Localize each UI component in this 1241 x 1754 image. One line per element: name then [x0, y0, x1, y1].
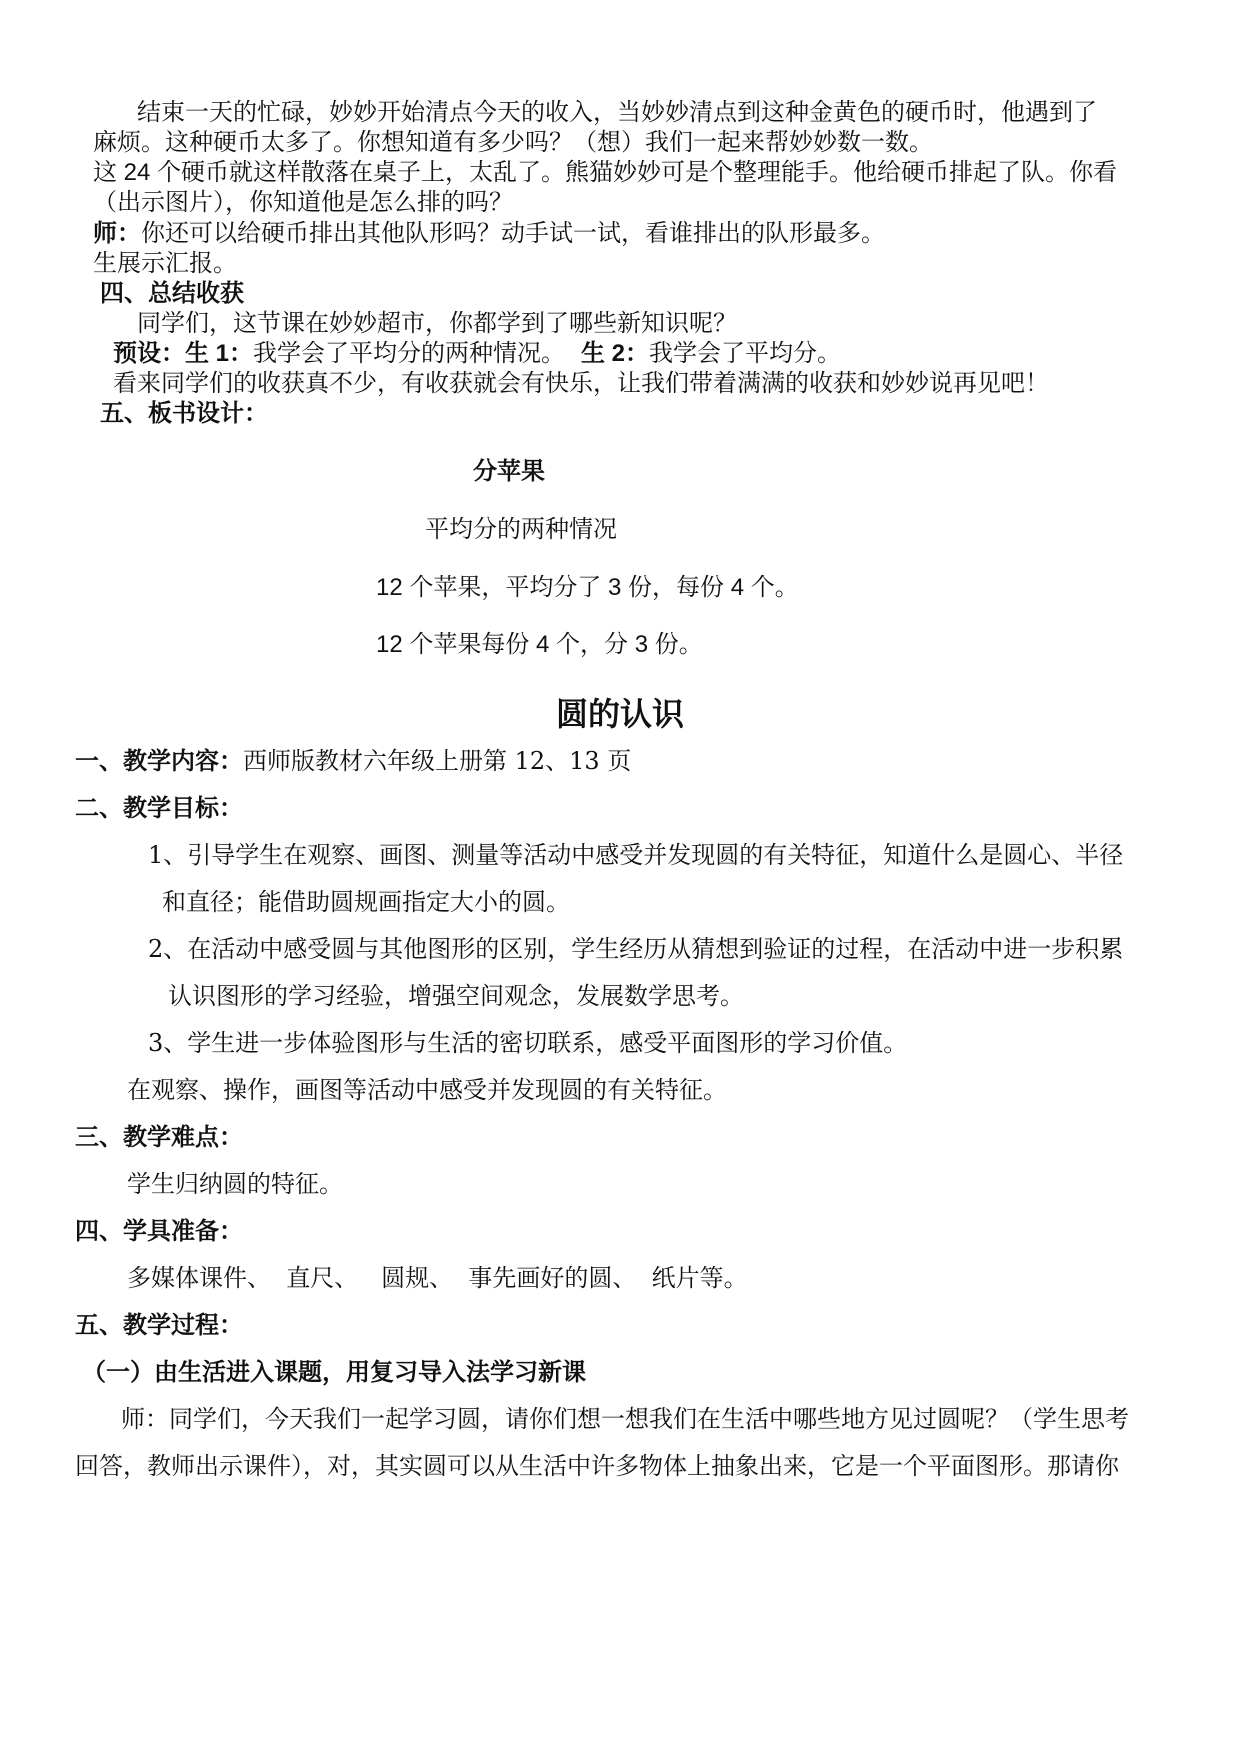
- step-heading: （一）由生活进入课题，用复习导入法学习新课: [82, 1357, 586, 1386]
- process-heading: 五、教学过程：: [75, 1310, 243, 1339]
- teacher-text: 你还可以给硬币排出其他队形吗？动手试一试，看谁排出的队形最多。: [141, 220, 885, 247]
- goal-line: 认识图形的学习经验，增强空间观念，发展数学思考。: [168, 982, 744, 1010]
- paragraph-line: 麻烦。这种硬币太多了。你想知道有多少吗？（想）我们一起来帮妙妙数一数。: [93, 129, 933, 156]
- paragraph-line: 结束一天的忙碌，妙妙开始清点今天的收入，当妙妙清点到这种金黄色的硬币时，他遇到了: [137, 99, 1097, 126]
- teacher-line: [93, 222, 885, 246]
- preset-s2-label: 生 2：: [581, 340, 650, 367]
- content-line: [75, 746, 632, 775]
- paragraph-line: 看来同学们的收获真不少，有收获就会有快乐，让我们带着满满的收获和妙妙说再见吧！: [113, 370, 1049, 397]
- preset-s1-text: 我学会了平均分的两种情况。: [253, 340, 566, 367]
- board-title: 分苹果: [473, 458, 545, 485]
- preset-s2-text: 我学会了平均分。: [649, 340, 842, 367]
- board-line: 12 个苹果每份 4 个，分 3 份。: [376, 631, 703, 658]
- goal-line: 和直径；能借助圆规画指定大小的圆。: [162, 888, 570, 916]
- goal-line: 1、引导学生在观察、画图、测量等活动中感受并发现圆的有关特征，知道什么是圆心、半径: [148, 841, 1124, 869]
- section-heading: 四、总结收获: [100, 280, 244, 307]
- goals-heading: 二、教学目标：: [75, 793, 243, 822]
- paragraph-line: 这 24 个硬币就这样散落在桌子上，太乱了。熊猫妙妙可是个整理能手。他给硬币排起了队。你看: [93, 159, 1118, 186]
- content-label: 一、教学内容：: [75, 746, 243, 775]
- paragraph-line: 生展示汇报。: [93, 250, 237, 277]
- section-heading: 五、板书设计：: [100, 400, 268, 427]
- paragraph-line: （出示图片），你知道他是怎么排的吗？: [93, 189, 513, 216]
- content-text: 西师版教材六年级上册第 12、13 页: [243, 747, 632, 775]
- board-line: 12 个苹果，平均分了 3 份，每份 4 个。: [376, 574, 799, 601]
- preset-label: 预设：生 1：: [113, 340, 254, 367]
- paragraph-line: 同学们，这节课在妙妙超市，你都学到了哪些新知识呢？: [137, 310, 737, 337]
- difficulty-heading: 三、教学难点：: [75, 1122, 243, 1151]
- goal-line: 3、学生进一步体验图形与生活的密切联系，感受平面图形的学习价值。: [148, 1029, 908, 1057]
- step-line: 回答，教师出示课件），对，其实圆可以从生活中许多物体上抽象出来，它是一个平面图形。那请你: [75, 1452, 1119, 1480]
- teacher-label: 师：: [93, 220, 141, 247]
- tools-text: 多媒体课件、 直尺、 圆规、 事先画好的圆、 纸片等。: [127, 1264, 748, 1292]
- lesson-title: 圆的认识: [556, 696, 685, 732]
- goal-line: 2、在活动中感受圆与其他图形的区别，学生经历从猜想到验证的过程，在活动中进一步积累: [148, 935, 1124, 963]
- key-point-line: 在观察、操作，画图等活动中感受并发现圆的有关特征。: [127, 1076, 727, 1104]
- preset-line: [113, 342, 841, 366]
- tools-heading: 四、学具准备：: [75, 1216, 243, 1245]
- step-line: 师：同学们，今天我们一起学习圆，请你们想一想我们在生活中哪些地方见过圆呢？（学生思考: [121, 1405, 1129, 1433]
- board-subtitle: 平均分的两种情况: [425, 516, 617, 543]
- difficulty-text: 学生归纳圆的特征。: [127, 1170, 343, 1198]
